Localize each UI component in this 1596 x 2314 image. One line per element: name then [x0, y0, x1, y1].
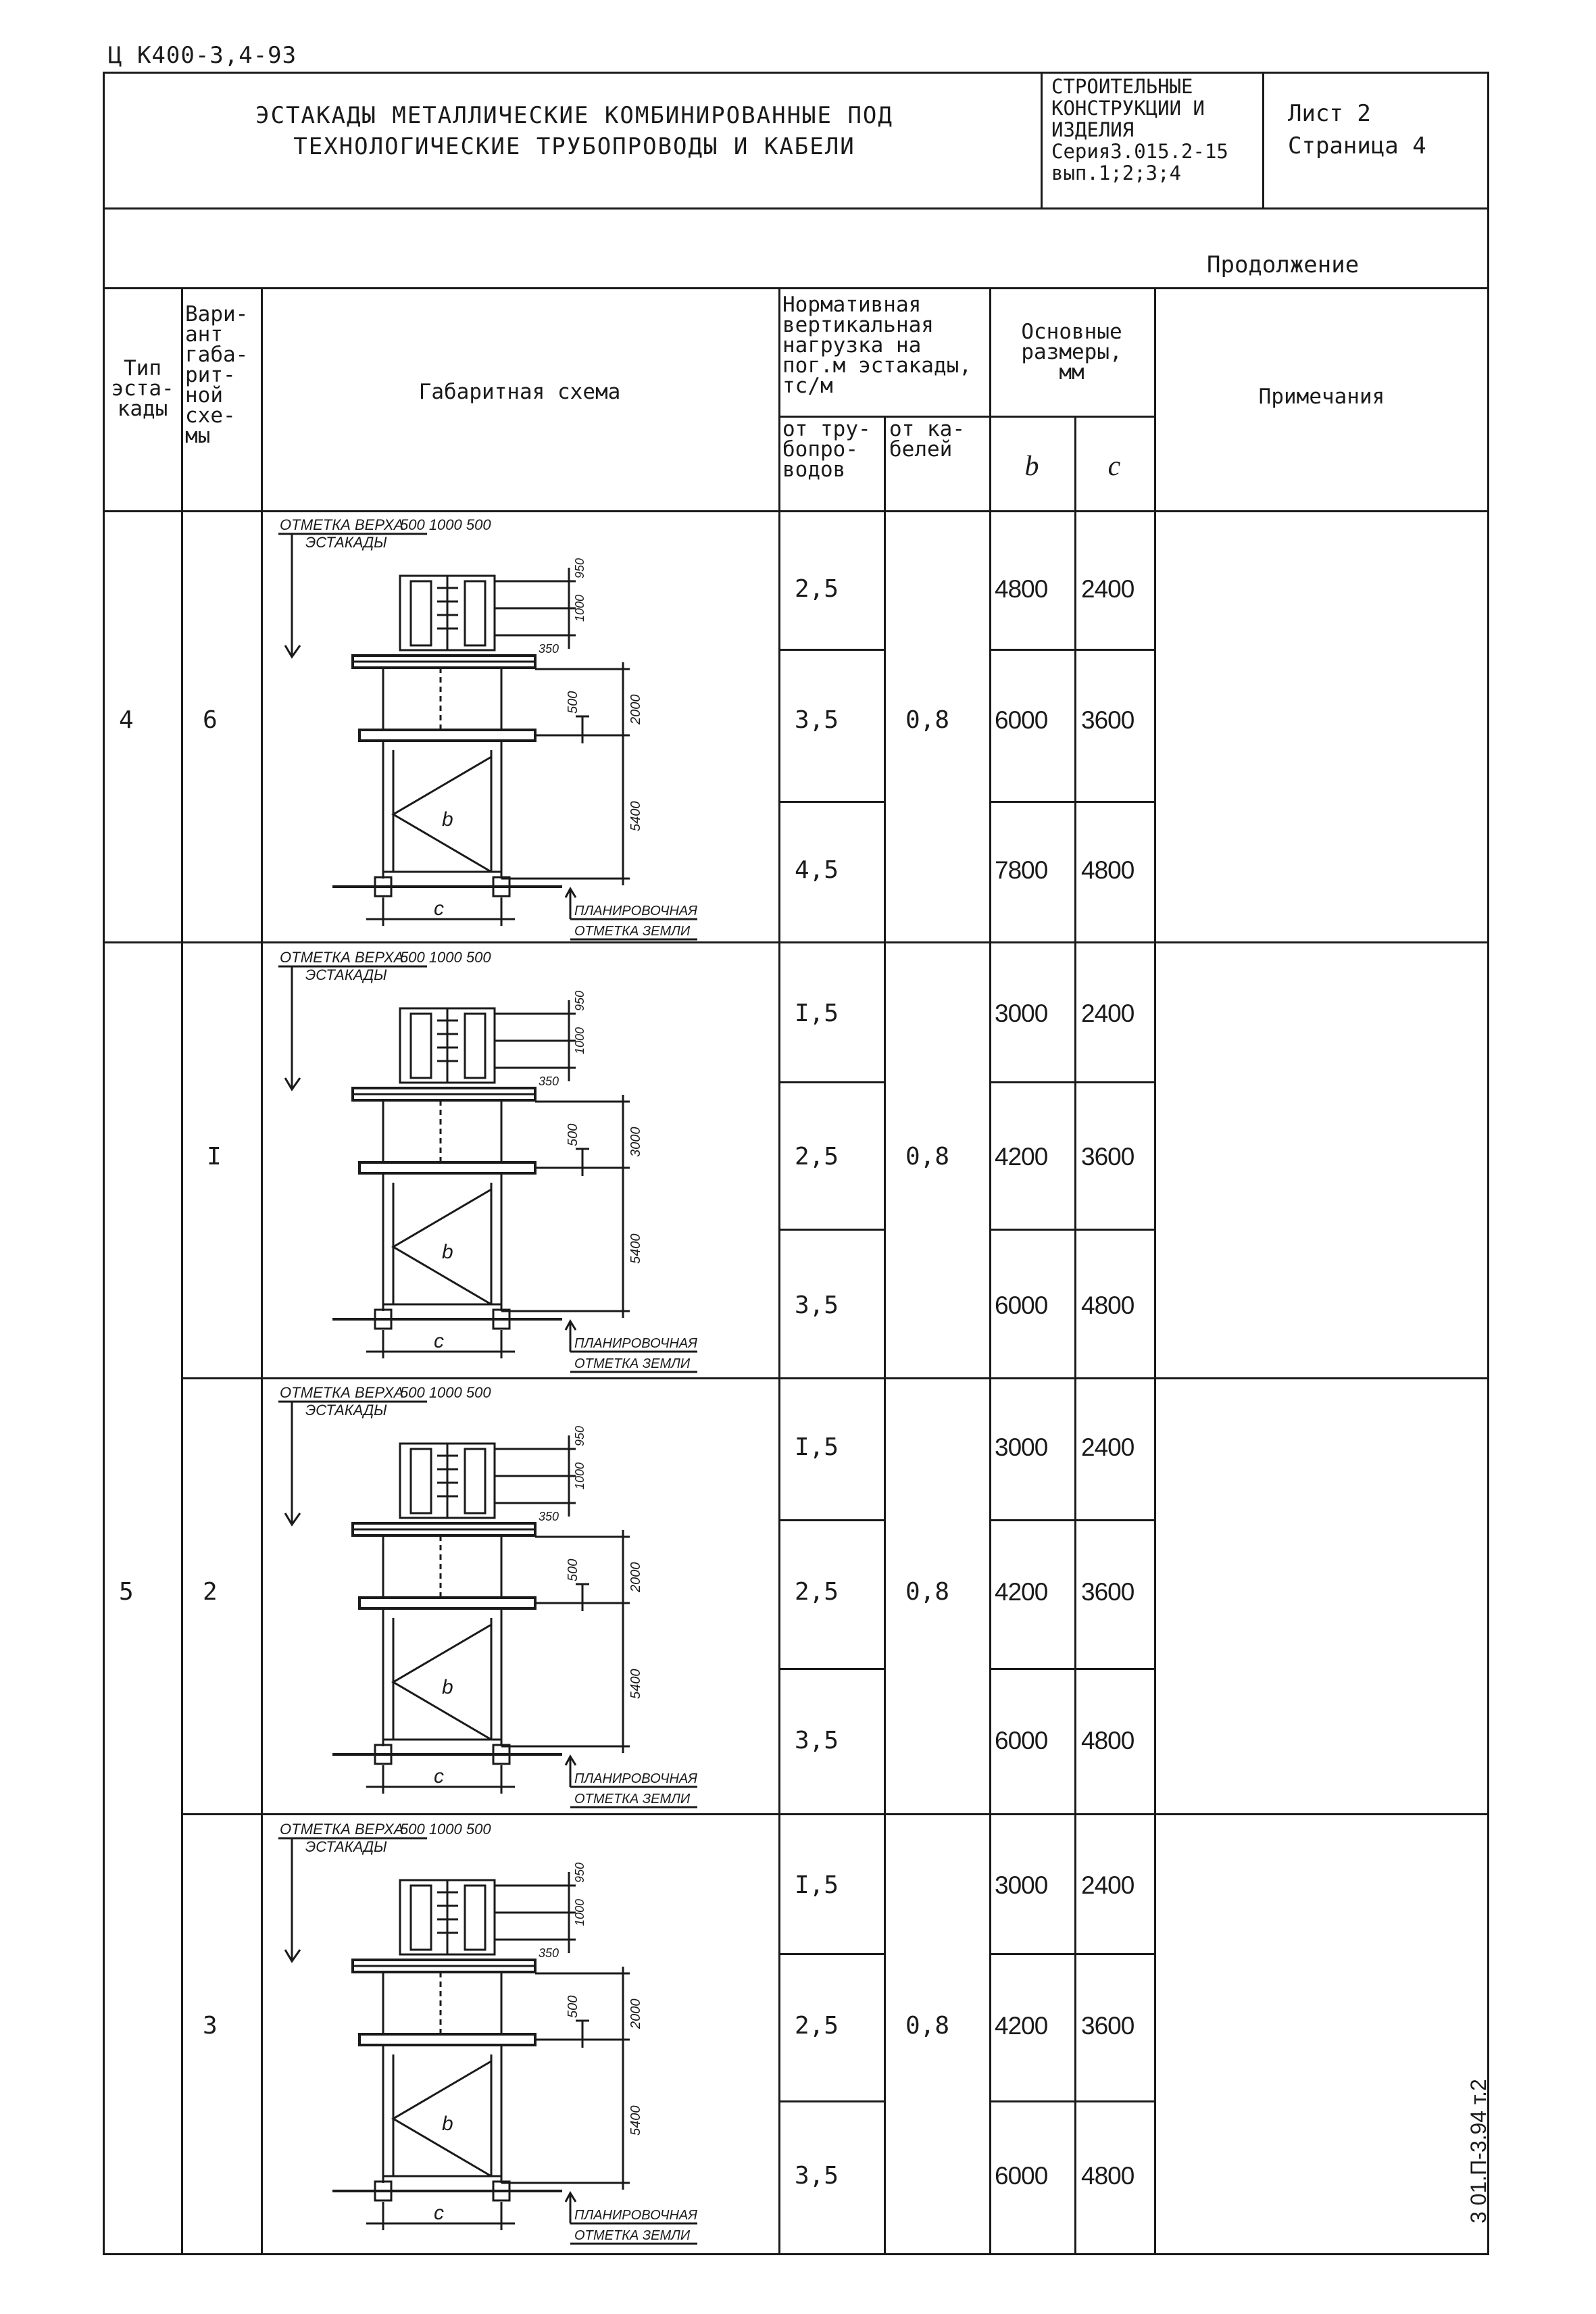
ground-mark-label: ОТМЕТКА ЗЕМЛИ — [574, 1356, 691, 1371]
dim-c-label: c — [434, 1330, 444, 1352]
col-dims: Основные размеры, мм — [1021, 320, 1122, 385]
dim-label: 350 — [539, 642, 559, 656]
load-pipes-value: 3,5 — [795, 2162, 839, 2190]
dim-label: 950 — [573, 1862, 587, 1883]
ground-mark-label: ПЛАНИРОВОЧНАЯ — [574, 1771, 697, 1786]
dim-b-value: 3000 — [995, 1433, 1048, 1461]
page-number: Страница 4 — [1288, 132, 1426, 159]
dim-b-label: b — [442, 2113, 453, 2135]
dim-b-label: b — [442, 1241, 453, 1263]
load-pipes-value: 2,5 — [795, 1143, 839, 1171]
dim-label: 2000 — [628, 1562, 643, 1592]
dim-c-value: 2400 — [1081, 1871, 1134, 1899]
dim-b-value: 6000 — [995, 2162, 1048, 2190]
dim-b-value: 4800 — [995, 575, 1048, 603]
dim-label: 2000 — [628, 694, 643, 724]
dim-c-value: 3600 — [1081, 1143, 1134, 1171]
dim-b-value: 3000 — [995, 1871, 1048, 1899]
top-mark-label: ОТМЕТКА ВЕРХА — [280, 1821, 404, 1838]
dim-label: 5400 — [628, 1233, 643, 1264]
load-pipes-value: 3,5 — [795, 1291, 839, 1319]
top-mark-label: ОТМЕТКА ВЕРХА — [280, 949, 404, 966]
col-dim-c: c — [1107, 451, 1121, 482]
load-cables-value: 0,8 — [905, 706, 950, 734]
gabarit-scheme-svg — [265, 946, 778, 1379]
top-mark-label: ОТМЕТКА ВЕРХА — [280, 1384, 404, 1401]
ground-mark-label: ОТМЕТКА ЗЕМЛИ — [574, 2228, 691, 2243]
dim-label: 5400 — [628, 1669, 643, 1699]
dim-label: 500 — [566, 691, 580, 714]
load-pipes-value: 2,5 — [795, 2012, 839, 2040]
series-block: СТРОИТЕЛЬНЫЕ КОНСТРУКЦИИ И ИЗДЕЛИЯ Серия3.015.2-15 вып.1;2;3;4 — [1051, 75, 1228, 184]
dim-b-value: 6000 — [995, 1727, 1048, 1754]
dim-b-value: 7800 — [995, 856, 1048, 884]
title-line-1: ЭСТАКАДЫ МЕТАЛЛИЧЕСКИЕ КОМБИНИРОВАННЫЕ ПОД — [255, 102, 893, 129]
dim-b-value: 4200 — [995, 1578, 1048, 1606]
top-mark-label: ЭСТАКАДЫ — [305, 1838, 387, 1855]
gabarit-scheme-svg — [265, 1818, 778, 2250]
dim-label: 1000 — [573, 594, 587, 622]
dim-b-label: b — [442, 1676, 453, 1698]
variant-value: 2 — [203, 1578, 218, 1606]
dim-label: 350 — [539, 1075, 559, 1088]
top-mark-label: ЭСТАКАДЫ — [305, 966, 387, 983]
col-variant: Вари- ант габа- рит- ной схе- мы — [185, 302, 249, 448]
scheme-drawing — [265, 514, 778, 946]
dim-c-value: 4800 — [1081, 2162, 1134, 2190]
dim-label: 350 — [539, 1510, 559, 1523]
type-value: 5 — [119, 1578, 134, 1606]
dim-label: 3000 — [628, 1127, 643, 1157]
dim-c-label: c — [434, 897, 444, 920]
span-dimensions: 500 1000 500 — [400, 949, 491, 966]
ground-mark-label: ОТМЕТКА ЗЕМЛИ — [574, 1792, 691, 1806]
load-pipes-value: 3,5 — [795, 1727, 839, 1754]
variant-value: 3 — [203, 2012, 218, 2040]
ground-mark-label: ПЛАНИРОВОЧНАЯ — [574, 1336, 697, 1351]
load-pipes-value: I,5 — [795, 1871, 839, 1899]
dim-c-label: c — [434, 2202, 444, 2224]
dim-label: 1000 — [573, 1462, 587, 1490]
ground-mark-label: ПЛАНИРОВОЧНАЯ — [574, 904, 697, 918]
col-type: Тип эста- кады — [111, 356, 174, 421]
load-pipes-value: 3,5 — [795, 706, 839, 734]
load-cables-value: 0,8 — [905, 1578, 950, 1606]
gabarit-scheme-svg — [265, 1381, 778, 1814]
sheet-number: Лист 2 — [1288, 100, 1371, 127]
dim-label: 2000 — [628, 1998, 643, 2029]
load-pipes-value: I,5 — [795, 1433, 839, 1461]
dim-c-label: c — [434, 1765, 444, 1788]
dim-c-value: 2400 — [1081, 575, 1134, 603]
dim-label: 500 — [566, 1123, 580, 1146]
top-mark-label: ОТМЕТКА ВЕРХА — [280, 516, 404, 533]
dim-label: 950 — [573, 1425, 587, 1446]
load-pipes-value: I,5 — [795, 1000, 839, 1027]
ground-mark-label: ПЛАНИРОВОЧНАЯ — [574, 2208, 697, 2223]
dim-b-label: b — [442, 808, 453, 831]
dim-label: 950 — [573, 558, 587, 578]
col-scheme: Габаритная схема — [418, 380, 621, 404]
type-value: 4 — [119, 706, 134, 734]
load-pipes-value: 2,5 — [795, 1578, 839, 1606]
side-archive-number: 3 01.П-3.94 т.2 — [1466, 2079, 1491, 2223]
dim-label: 1000 — [573, 1027, 587, 1054]
scheme-drawing — [265, 1818, 778, 2250]
load-pipes-value: 2,5 — [795, 575, 839, 603]
span-dimensions: 500 1000 500 — [400, 1821, 491, 1838]
document-code: Ц К400-3,4-93 — [108, 42, 297, 69]
col-notes: Примечания — [1258, 385, 1385, 409]
load-cables-value: 0,8 — [905, 1143, 950, 1171]
dim-b-value: 4200 — [995, 2012, 1048, 2040]
dim-label: 5400 — [628, 2105, 643, 2136]
span-dimensions: 500 1000 500 — [400, 1384, 491, 1401]
title-line-2: ТЕХНОЛОГИЧЕСКИЕ ТРУБОПРОВОДЫ И КАБЕЛИ — [293, 133, 855, 160]
dim-c-value: 3600 — [1081, 2012, 1134, 2040]
dim-c-value: 2400 — [1081, 1433, 1134, 1461]
top-mark-label: ЭСТАКАДЫ — [305, 1402, 387, 1419]
dim-c-value: 4800 — [1081, 856, 1134, 884]
dim-c-value: 4800 — [1081, 1727, 1134, 1754]
ground-mark-label: ОТМЕТКА ЗЕМЛИ — [574, 924, 691, 939]
dim-label: 350 — [539, 1946, 559, 1960]
col-load-cables: от ка- белей — [889, 417, 965, 462]
dim-b-value: 3000 — [995, 1000, 1048, 1027]
scheme-drawing — [265, 946, 778, 1379]
dim-label: 500 — [566, 1558, 580, 1581]
dim-b-value: 4200 — [995, 1143, 1048, 1171]
col-load: Нормативная вертикальная нагрузка на пог.м эстакады, тс/м — [782, 293, 972, 398]
dim-label: 1000 — [573, 1898, 587, 1926]
top-mark-label: ЭСТАКАДЫ — [305, 534, 387, 551]
load-cables-value: 0,8 — [905, 2012, 950, 2040]
span-dimensions: 500 1000 500 — [400, 516, 491, 533]
scheme-drawing — [265, 1381, 778, 1814]
variant-value: 6 — [203, 706, 218, 734]
dim-b-value: 6000 — [995, 1291, 1048, 1319]
dim-label: 950 — [573, 990, 587, 1011]
load-pipes-value: 4,5 — [795, 856, 839, 884]
continuation-label: Продолжение — [1207, 251, 1360, 278]
dim-label: 5400 — [628, 801, 643, 831]
dim-label: 500 — [566, 1995, 580, 2018]
dim-c-value: 3600 — [1081, 1578, 1134, 1606]
variant-value: I — [207, 1143, 222, 1171]
col-dim-b: b — [1024, 451, 1039, 482]
gabarit-scheme-svg — [265, 514, 778, 946]
dim-c-value: 2400 — [1081, 1000, 1134, 1027]
col-load-pipes: от тру- бопро- водов — [782, 417, 871, 482]
dim-c-value: 4800 — [1081, 1291, 1134, 1319]
dim-b-value: 6000 — [995, 706, 1048, 734]
dim-c-value: 3600 — [1081, 706, 1134, 734]
